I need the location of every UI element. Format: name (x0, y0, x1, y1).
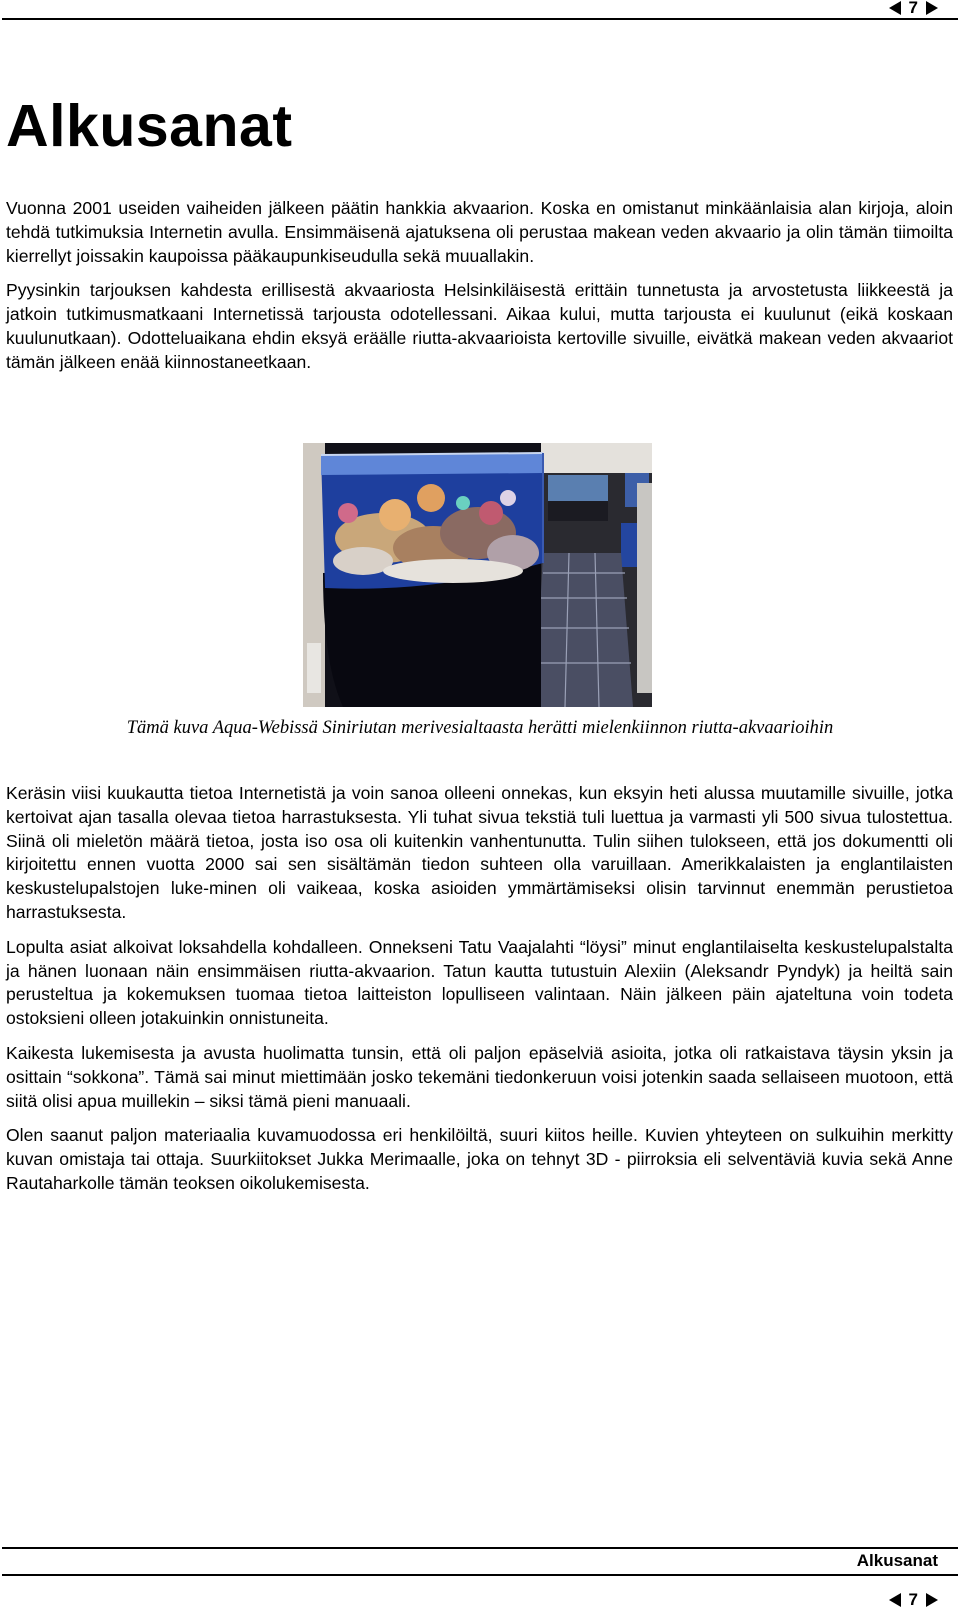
page-nav-top (889, 0, 938, 18)
next-page-arrow-icon[interactable] (926, 1593, 938, 1607)
page-number: 7 (908, 0, 918, 17)
footer-rule-bottom (2, 1574, 958, 1576)
paragraph: Vuonna 2001 useiden vaiheiden jälkeen päätin hankkia akvaarion. Koska en omistanut minkäänlaisia alan kirjoja, aloin tehdä tutkimuksia Internetin avulla. Ensimmäisenä ajatuksena oli perustaa makean veden akvaario ja olin tämän tiimoilta kierrellyt joissakin kaupoissa pääkaupunkiseudulla sekä muuallakin. (6, 198, 953, 266)
header-rule (2, 18, 958, 20)
page-nav-bottom (889, 1590, 938, 1610)
footer-rule-top (2, 1547, 958, 1549)
body-text (6, 782, 953, 1207)
aquarium-photo (303, 443, 652, 707)
figure-caption: Tämä kuva Aqua-Webissä Siniriutan merivesialtaasta herätti mielenkiinnon riutta-akvaarioihin (126, 718, 834, 738)
previous-page-arrow-icon[interactable] (889, 1, 901, 15)
paragraph: Pyysinkin tarjouksen kahdesta erillisestä akvaariosta Helsinkiläisestä erittäin tunnetusta ja arvostetusta liikkeestä ja jatkoin tutkimusmatkaani Internetissä tarjousta odotellessani. Aikaa kului, mutta tarjousta ei kuulunut (eikä koskaan kuulunutkaan). Odotteluaikana ehdin eksyä eräälle riutta-akvaarioista kertoville sivuille, eivätkä makean veden akvaariot tämän jälkeen enää kiinnostaneetkaan. (6, 280, 953, 372)
paragraph: Olen saanut paljon materiaalia kuvamuodossa eri henkilöiltä, suuri kiitos heille. Kuvien yhteyteen on sulkuihin merkitty kuvan omistaja tai ottaja. Suurkiitokset Jukka Merimaalle, joka on tehnyt 3D - piirroksia eli selventäviä kuvia sekä Anne Rautaharkolle tämän teoksen oikolukemisesta. (6, 1125, 953, 1193)
paragraph: Keräsin viisi kuukautta tietoa Internetistä ja voin sanoa olleeni onnekas, kun eksyin heti alussa muutamille sivuille, jotka kertoivat ajan tasalla olevaa tietoa harrastuksesta. Yli tuhat sivua tekstiä tuli luettua ja varmasti yli 500 sivua tulostettua. Siinä oli mieletön määrä tietoa, josta iso osa oli kuitenkin vanhentunutta. Tulin siihen tulokseen, että jos dokumentti oli kirjoitettu ennen vuotta 2000 sai sen sisältämän tiedon suhteen olla varuillaan. Amerikkalaisten ja englantilaisten keskustelupalstojen luke-minen oli vaikeaa, koska asioiden ymmärtämiseksi olisin tarvinnut enemmän perustietoa harrastuksesta. (6, 783, 953, 922)
footer-section-title: Alkusanat (856, 1551, 938, 1570)
paragraph: Lopulta asiat alkoivat loksahdella kohdalleen. Onnekseni Tatu Vaajalahti “löysi” minut englantilaiselta keskustelupalstalta ja hänen luonaan näin ensimmäisen riutta-akvaarion. Tatun kautta tutustuin Alexiin (Aleksandr Pyndyk) ja heiltä sain perusteltua ja kokemuksen tuomaa tietoa laitteiston lopulliseen valintaan. Näin jälkeen päin ajateltuna voin todeta ostoksieni olleen jotakuinkin onnistuneita. (6, 936, 953, 1029)
intro-text (6, 197, 953, 386)
page-title: Alkusanat (6, 93, 293, 159)
previous-page-arrow-icon[interactable] (889, 1593, 901, 1607)
paragraph: Kaikesta lukemisesta ja avusta huolimatta tunsin, että oli paljon epäselviä asioita, jotka oli ratkaistava täysin yksin ja osittain “sokkona”. Tämä sai minut miettimään josko tekemäni tiedonkeruun voisi jotenkin saada sellaiseen muotoon, että siitä olisi apua muillekin – siksi tämä pieni manuaali. (6, 1042, 953, 1111)
next-page-arrow-icon[interactable] (926, 1, 938, 15)
page-number: 7 (908, 1590, 918, 1609)
